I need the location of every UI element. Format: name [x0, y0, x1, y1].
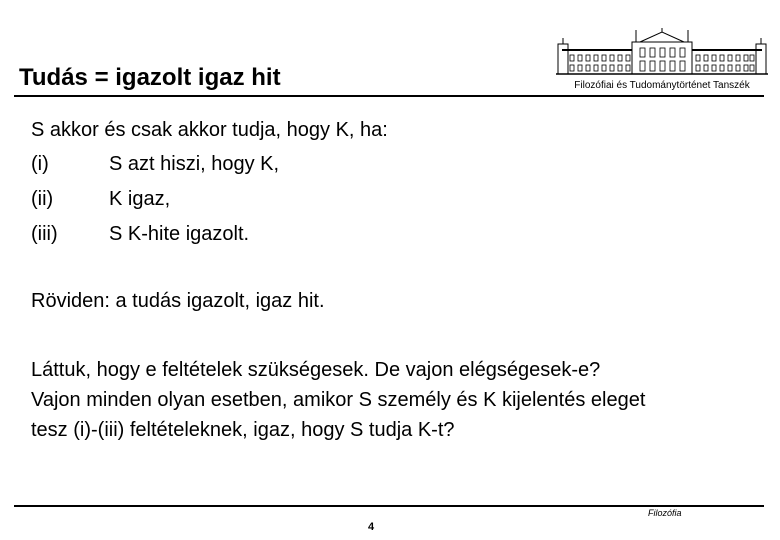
- department-logo: [556, 28, 768, 96]
- condition-number: (ii): [31, 188, 54, 210]
- condition-number: (i): [31, 153, 49, 175]
- header-divider: [14, 95, 764, 97]
- footer-label: Filozófia: [648, 508, 682, 518]
- slide-title: Tudás = igazolt igaz hit: [19, 64, 281, 91]
- question-line: tesz (i)-(iii) feltételeknek, igaz, hogy S tudja K-t?: [31, 419, 455, 441]
- definition-intro: S akkor és csak akkor tudja, hogy K, ha:: [31, 119, 388, 141]
- condition-text: S K-hite igazolt.: [109, 223, 250, 245]
- logo-caption: Filozófiai és Tudománytörténet Tanszék: [574, 80, 750, 91]
- question-line: Láttuk, hogy e feltételek szükségesek. De vajon elégségesek-e?: [31, 359, 601, 381]
- summary-text: Röviden: a tudás igazolt, igaz hit.: [31, 290, 325, 312]
- condition-number: (iii): [31, 223, 58, 245]
- footer-divider: [14, 505, 764, 507]
- question-line: Vajon minden olyan esetben, amikor S személy és K kijelentés eleget: [31, 389, 646, 411]
- condition-text: K igaz,: [109, 188, 171, 210]
- university-building-icon: [556, 28, 768, 78]
- page-number: 4: [368, 521, 375, 533]
- condition-text: S azt hiszi, hogy K,: [109, 153, 280, 175]
